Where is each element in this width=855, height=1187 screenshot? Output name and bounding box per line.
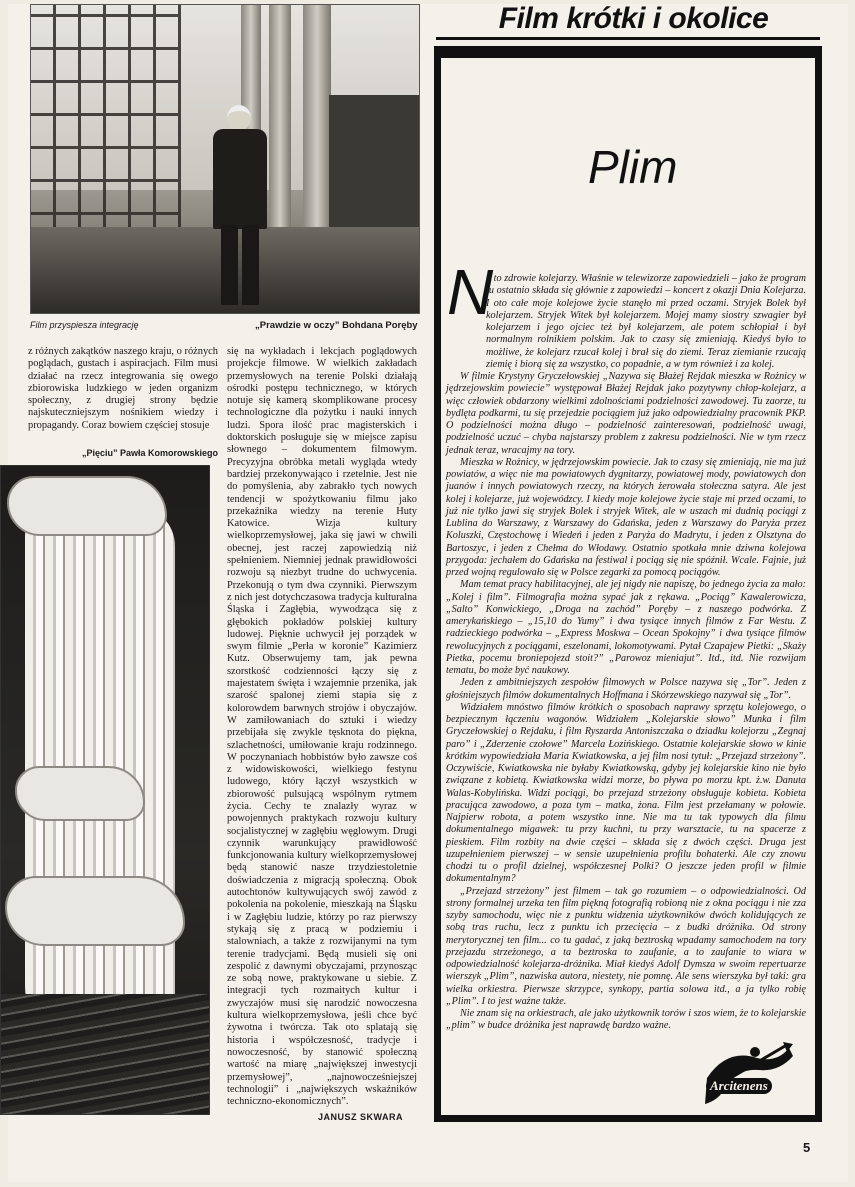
photo-credit: „Pięciu” Pawła Komorowskiego	[82, 448, 219, 458]
left-article-col-a: z różnych zakątków naszego kraju, o różnych poglądach, gustach i aspiracjach. Film musi działać na rzecz integrowania się owego zbiorowiska ludzkiego w jeden organizm społeczny, z drugiej strony będzie najskuteczniejszym nośnikiem wiedzy i propagandy. Coraz bowiem częściej stosuje	[28, 346, 218, 431]
article-paragraph: Mieszka w Rożnicy, w jędrzejowskim powiecie. Jak to czasy się zmieniają, nie ma już powiatów, a więc nie ma powiatowych dygnitarzy, powiatowej mody, powiatowych don juanów i innych powiatowych rzeczy, na których żerowała stołeczna satyra. Ale jest kolej i kolejarze, już wojewódzcy. I kiedy moje kolejowe życie staje mi przed oczami, to już nie tylko jawi się stryjek Bolek i stryjek Witek, ale w uszach mi dudnią pociągi z Lublina do Warszawy, z Warszawy do Gdańska, jeden z Warszawy do Paryża przez Koluszki, Częstochowę i Wiedeń i jeden z Paryża do Madrytu, i jeden z Olsztyna do Bartoszyc, i jeden z Chełma do Włodawy. Ostatnio spotkała mnie dziwna kolejowa przygoda: jechałem do Gdańska na festiwal i pociąg się nie spóźnił. Wcale. Fajnie, już przed wojną regulowało się w Polsce zegarki za pomocą pociągów.	[446, 456, 806, 578]
worker-body	[213, 129, 267, 229]
article-paragraph: Jeden z ambitniejszych zespołów filmowych w Polsce nazywa się „Tor”. Jeden z głośniejszych filmów dokumentalnych Hoffmana i Skórzewskiego nazywał się „Tor”.	[446, 677, 806, 701]
worker-legs	[221, 225, 259, 305]
chimney	[303, 5, 331, 255]
water-surface	[1, 994, 209, 1114]
left-article-col-b: się na wykładach i lekcjach poglądowych projekcje filmowe. W wielkich zakładach przemysłowych na terenie Polski działają ośrodki postępu technicznego, w których notuje się kamerą skomplikowane procesy technologiczne dla pożytku i nauki innych ludzi. Spora ilość prac magisterskich i doktorskich posługuje się w miejsce zapisu słownego – dokumentem filmowym. Precyzyjna obróbka metali wygląda wtedy bardziej przekonywająco i rzetelnie. Jest nie do pomyślenia, aby zabrakło tych nowych tendencji w spożytkowaniu filmu jako przekaźnika wiedzy na terenie Huty Katowice. Wizja kultury wielkoprzemysłowej, jaka się jawi w chwili obecnej, jest raczej zapowiedzią niż spełnieniem. Niemniej jednak prawidłowości rozwoju są niezbyt trudne do uchwycenia. Przekonują o tym dwa czynniki. Pierwszym z nich jest dotychczasowa tradycja kulturalna Śląska i Zagłębia, wywodząca się z głębokich pokładów polskiej kultury ludowej. Pięknie uchwycił jej porządek w swym filmie „Perła w koronie” Kazimierz Kutz. Obserwujemy tam, jak pewna szorstkość codzienności łączy się z majestatem święta i wzajemnie przenika, jak szarość spalonej ziemi stapia się z kolorowdem barwnych strojów i obyczajów. W zamiłowaniach do sztuki i wiedzy przebijała się zwykle tęsknota do piękna, szlachetności, umiłowanie kraju rodzinnego. W poczynaniach hobbistów było zawsze coś z widowiskowości, wielkiego festynu ludowego, który łączył wszystkich w zbiorowość pulsującą wspólnym rytmem życia. Cechy te znalazły wyraz w powojennych praktykach rozwoju kultury socjalistycznej w zagłębiu węglowym. Drugi czynnik warunkujący prawidłowość funkcjonowania kultury wielkoprzemysłowej będą stanowić nasze trzydziestoletnie doświadczenia z migracją społeczną. Obok autochtonów kultywujących swój zawód z pokolenia na pokolenie, mieszkają na Śląsku i w Zagłębiu ludzie, którzy po raz pierwszy stykają się z pracą w podziemiu i stalowniach, a także z rozwijanymi na tym terenie tradycjami. Będą musieli się oni zespolić z dawnymi obyczajami, przynosząc ze sobą nowe, praktykowane u siebie. Z integracji tych rozmaitych kultur i zwyczajów musi się narodzić nowoczesna kultura wielkoprzemysłowa, jeśli chce być żywotna i twórcza. Tak oto splatają się historia i współczesność, tradycje i nowoczesność, by stanowić społeczną wartość na miarę „największej inwestycji przemysłowej”, „najnowocześniejszej technologii” i „największych wskaźników techniczno-ekonomicznych”.	[227, 346, 417, 1108]
worker-figure	[209, 105, 271, 305]
photo-caption-right: „Prawdzie w oczy” Bohdana Poręby	[255, 320, 418, 331]
hand-shape	[15, 766, 145, 821]
article-paragraph: „Przejazd strzeżony” jest filmem – tak go rozumiem – o odpowiedzialności. Od strony formalnej urzeka ten film piękną fotografią robioną nie z okna pociągu i nie zza szyby samochodu, więc nie z punktu widzenia użytkowników dwóch kolidujących ze sobą tras ruchu, lecz z punktu ich przecięcia – z budki dróżnika. Od strony merytorycznej ten film... co tu gadać, z jaką beztroską wpadamy samochodem na tory przejazdu strzeżonego, a ta beztroska to zaufanie, a to zaufanie to wiara w odpowiedzialność kolejarza-dróżnika. Miał kiedyś Adolf Dymsza w swoim repertuarze wierszyk „Plim”, nazwiska autora, niestety, nie pomnę. Ale sens wierszyka był taki: gra wielka orkiestra. Pierwsze skrzypce, synkopy, partia solowa itd., a ja tylko robię „Plim”. I to jest ważne także.	[446, 885, 806, 1007]
scaffold	[31, 5, 181, 245]
sagittarius-logo-icon	[697, 1038, 797, 1110]
hand-photo	[0, 465, 210, 1115]
page-number: 5	[803, 1140, 811, 1155]
article-paragraph: Widziałem mnóstwo filmów krótkich o sposobach naprawy sprzętu kolejowego, o bezpiecznym łączeniu wagonów. Widziałem „Kolejarskie słowo” Munka i film Gryczełowskiej o Rejdaku, i film Ryszarda Antoniszczaka o dziadku kolejorzu „Zegnaj paro” i „Zderzenie czołowe” Marcela Łozińskiego. Ostatnie kolejarskie słowo w kinie krótkim wypowiedziała Maria Kwiatkowska, a jej film nosi tytuł: „Przejazd strzeżony”. Oczywiście, Kwiatkowska nie byłaby Kwiatkowską, gdyby jej kolejarskie kino nie było związane z kobietą. Kwiatkowska widzi morze, bo pływa po morzu kpt. ż.w. Danuta Walas-Kobylińska. Widzi pociągi, bo przejazd strzeżony obsługuje kobieta. Kobieta pracująca zawodowo, a poza tym – matka, żona. Film jest przełamany w połowie. Najpierw robota, a potem wszystko inne. Nie ma tu tak typowych dla filmu dokumentalnego migawek: tu przy kuchni, tu przy warsztacie, tu na spacerze z pieskiem. Film rozbity na dwie części – składa się z dwóch części. Druga jest uzupełnieniem pierwszej – w sensie uzupełnienia profilu bohaterki. Ale czy znowu chodzi tu o profil dzielnej, współczesnej Polki? O jeszcze jeden profil w filmie dokumentalnym?	[446, 701, 806, 885]
article-paragraph: W filmie Krystyny Gryczełowskiej „Nazywa się Błażej Rejdak mieszka w Rożnicy w jędrzejowskim powiecie” występował Błażej Rejdak jako pozytywny chłop-kolejarz, a więc człowiek obdarzony wielkimi zdolnościami podzielności zawodowej. Tu zaorze, tu bydlęta podkarmi, tu się przejedzie pociągiem już jako odpowiedzialny pracownik PKP. O podzielności można długo – podzielność zainteresowań, podzielność uwagi, podzielność uczuć – chyba najstarszy problem z zakresu podzielności. Nie w tym rzecz jednak teraz, wracajmy na tory.	[446, 371, 806, 456]
article-body	[446, 273, 806, 1033]
hand-shape	[7, 476, 167, 536]
article-title: Plim	[588, 141, 678, 193]
photo-caption-left: Film przyspiesza integrację	[30, 320, 139, 330]
article-paragraph: Mam temat pracy habilitacyjnej, ale jej nigdy nie napiszę, bo jednego życia za mało: „Kolej i film”. Filmografia można sypać jak z rękawa. „Pociąg” Kawalerowicza, „Salto” Konwickiego, „Droga na zachód” Poręby – z naszego podwórka. Z amerykańskiego – „15,10 do Yumy” i dwa tysiące innych filmów z Far Westu. Z radzieckiego podwórka – „Express Moskwa – Ocean Spokojny” i dwa tysiące filmów rewolucyjnych z pociągami, eszelonami, lokomotywami. Pytał Czapajew Pietki: „Skaży Pietka, pocemu broniepojezd stoit?” „Parowoz mieniajut”. Itd., itd. Nie rozwijam tematu, bo może być naukowy.	[446, 579, 806, 676]
author-name: JANUSZ SKWARA	[318, 1112, 404, 1122]
article-paragraph: o to zdrowie kolejarzy. Właśnie w telewizorze zapowiedzieli – jako że program tu ostatnio składa się głównie z zapowiedzi – koncert z okazji Dnia Kolejarza. I oto całe moje kolejowe życie stanęło mi przed oczami. Stryjek Bolek był kolejarzem. Stryjek Witek był kolejarzem. Mojej mamy siostry szwagier był kolejarzem i jego ojciec też był kolejarzem, ale potem schłopiał i był normalnym rolnikiem polskim. Jak to czasy się zmieniają. Kiedyś było to możliwe, że kolejarz rzucał kolej i brał się do ziemi. Teraz ziemianie rzucają ziemię i biorą się za wszystko, co popadnie, a w tym również i za kolej.	[486, 273, 806, 370]
article-paragraph: Nie znam się na orkiestrach, ale jako użytkownik torów i szos wiem, że to kolejarskie „plim” w budce dróżnika jest naprawdę bardzo ważne.	[446, 1008, 806, 1032]
hand-shape	[5, 876, 185, 946]
header-rule	[436, 37, 820, 40]
steel-building	[329, 95, 419, 245]
industrial-photo	[30, 4, 420, 314]
section-title: Film krótki i okolice	[498, 2, 769, 35]
column-signature: Arcitenens	[706, 1078, 772, 1094]
worker-head	[227, 105, 251, 131]
chimney	[269, 5, 291, 245]
drop-cap: N	[447, 256, 494, 328]
